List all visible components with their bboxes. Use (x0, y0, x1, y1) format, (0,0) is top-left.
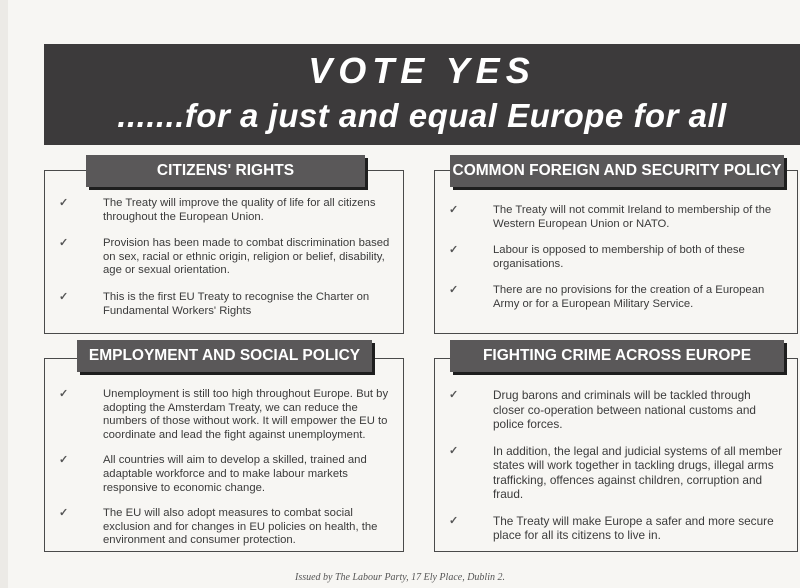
tick-icon: ✓ (449, 284, 459, 297)
vote-yes-banner (44, 44, 800, 145)
list-item (435, 514, 797, 543)
list-item (45, 291, 403, 318)
tick-icon: ✓ (59, 454, 69, 467)
item-text: All countries will aim to develop a skilled, trained and adaptable workforce and to make labour markets responsive to economic change. (103, 454, 367, 494)
list-item (435, 444, 797, 502)
employment-panel (44, 358, 404, 552)
item-text: The Treaty will make Europe a safer and more secure place for all its citizens to live in. (493, 513, 774, 542)
list-item (45, 454, 403, 495)
tick-icon: ✓ (59, 197, 69, 209)
fighting-crime-heading: FIGHTING CRIME ACROSS EUROPE (450, 340, 784, 372)
banner-subtitle: .......for a just and equal Europe for all (117, 97, 727, 134)
fighting-crime-panel (434, 358, 798, 552)
item-text: The Treaty will improve the quality of life for all citizens throughout the European Union. (103, 197, 376, 223)
issued-by-footer: Issued by The Labour Party, 17 Ely Place, Dublin 2. (295, 572, 505, 583)
item-text: Labour is opposed to membership of both of these organisations. (493, 244, 745, 270)
item-text: There are no provisions for the creation of a European Army or for a European Military Service. (493, 284, 765, 310)
citizens-rights-panel (44, 170, 404, 334)
list-item (45, 237, 403, 278)
tick-icon: ✓ (59, 388, 69, 400)
item-text: The Treaty will not commit Ireland to membership of the Western European Union or NATO. (493, 204, 772, 230)
item-text: In addition, the legal and judicial systems of all member states will work together in tackling drugs, illegal arms trafficking, offences against children, corruption and fraud. (493, 443, 783, 501)
tick-icon: ✓ (449, 444, 459, 457)
tick-icon: ✓ (59, 507, 69, 520)
list-item (45, 197, 403, 224)
tick-icon: ✓ (59, 237, 69, 250)
foreign-policy-panel (434, 170, 798, 334)
tick-icon: ✓ (59, 290, 69, 303)
page-edge (0, 0, 8, 588)
item-text: The EU will also adopt measures to combat social exclusion and for changes in EU policies on health, the environment and consumer protection. (103, 507, 378, 547)
list-item (435, 204, 797, 231)
item-text: Drug barons and criminals will be tackled through closer co-operation between national customs and police forces. (493, 388, 756, 431)
list-item (45, 388, 403, 442)
item-text: Unemployment is still too high throughout Europe. But by adopting the Amsterdam Treaty, we can reduce the numbers of those without work. It will empower the EU to coordinate and lead the fight against unemployment. (103, 388, 389, 441)
foreign-policy-heading: COMMON FOREIGN AND SECURITY POLICY (450, 155, 784, 187)
tick-icon: ✓ (449, 389, 459, 401)
list-item (435, 284, 797, 311)
tick-icon: ✓ (449, 514, 459, 527)
item-text: Provision has been made to combat discrimination based on sex, racial or ethnic origin, religion or belief, disability, age or sexual orientation. (103, 237, 390, 277)
tick-icon: ✓ (449, 244, 459, 257)
list-item (45, 507, 403, 548)
employment-heading: EMPLOYMENT AND SOCIAL POLICY (77, 340, 372, 372)
banner-title: VOTE YES (308, 50, 536, 91)
item-text: This is the first EU Treaty to recognise the Charter on Fundamental Workers' Rights (103, 290, 370, 317)
list-item (435, 244, 797, 271)
list-item (435, 388, 797, 432)
citizens-rights-heading: CITIZENS' RIGHTS (86, 155, 365, 187)
tick-icon: ✓ (449, 204, 459, 216)
